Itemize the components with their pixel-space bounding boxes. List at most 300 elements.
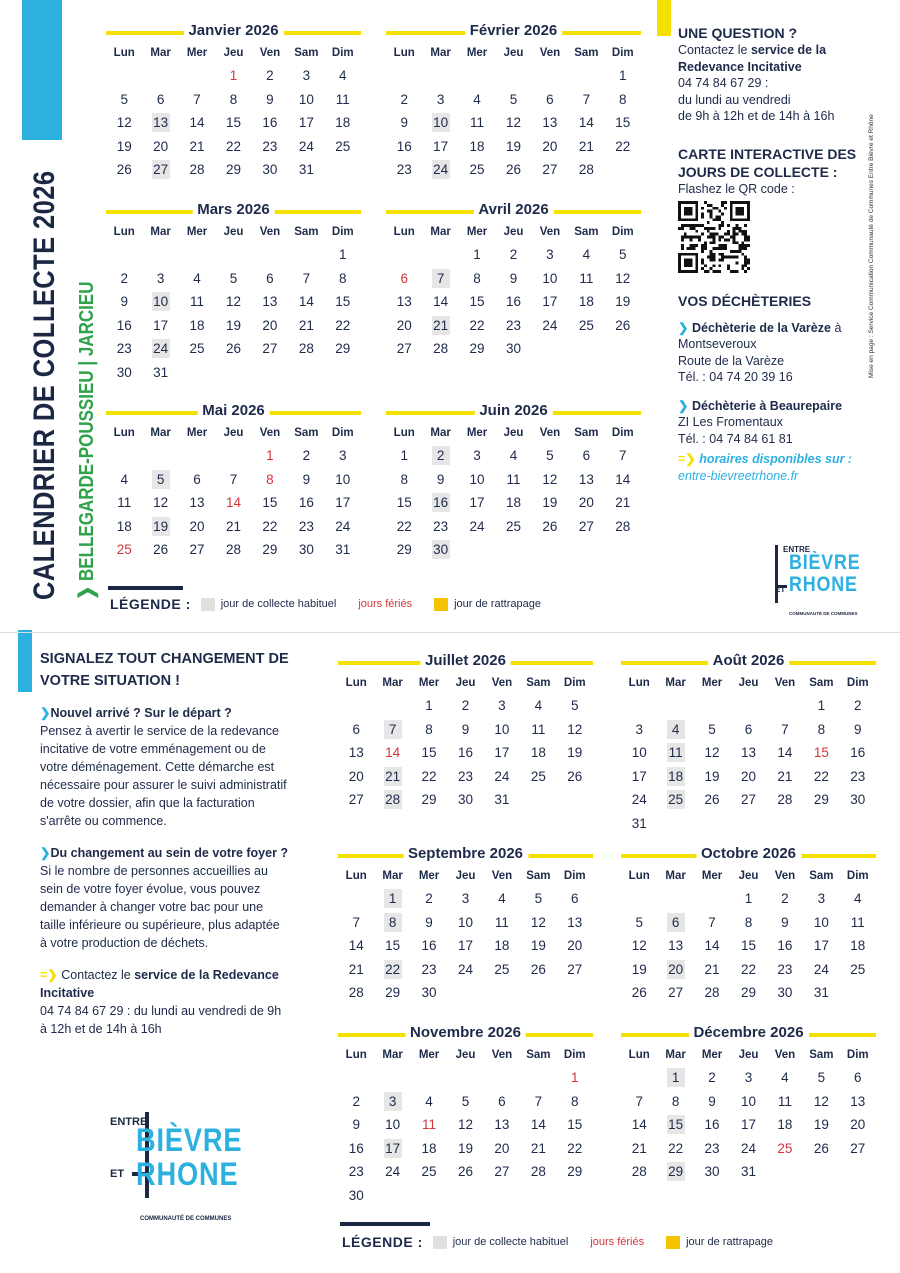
- day-number: 5: [120, 91, 128, 107]
- weekday-header: Sam: [574, 226, 599, 238]
- qr-module: [710, 204, 713, 207]
- weekday-header: Mer: [418, 1049, 440, 1061]
- qr-module: [718, 238, 721, 241]
- month-may: [106, 404, 361, 562]
- qr-module: [695, 236, 698, 239]
- month-header: [338, 654, 593, 672]
- day-cell: [459, 444, 495, 468]
- day-number: 28: [433, 341, 449, 357]
- day-number: 15: [225, 115, 241, 131]
- day-cell: [694, 934, 730, 958]
- day-number: 26: [615, 317, 631, 333]
- day-cell: [142, 88, 178, 112]
- qr-module: [718, 218, 721, 221]
- day-cell: [179, 267, 215, 291]
- qr-module: [738, 227, 741, 230]
- day-cell: [411, 1090, 447, 1114]
- day-cell: [386, 538, 422, 562]
- day-cell: [803, 1113, 839, 1137]
- day-cell: [605, 243, 641, 267]
- page-divider: [0, 632, 900, 633]
- day-cell: [495, 267, 531, 291]
- day-cell: [422, 290, 458, 314]
- day-cell: [338, 741, 374, 765]
- qr-module: [721, 213, 724, 216]
- empty-cell: [422, 243, 458, 267]
- day-cell: [459, 491, 495, 515]
- day-number: 15: [469, 294, 485, 310]
- day-number: 1: [229, 68, 238, 83]
- legend-catchup: jour de rattrapage: [434, 598, 541, 611]
- legend: [110, 596, 563, 612]
- day-cell-holiday: [252, 468, 288, 492]
- day-cell: [840, 958, 876, 982]
- day-number: 21: [615, 495, 631, 511]
- day-number: 9: [352, 1117, 360, 1133]
- day-cell: [459, 111, 495, 135]
- day-cell: [338, 911, 374, 935]
- day-number: 9: [425, 914, 433, 930]
- day-cell: [730, 1113, 766, 1137]
- day-cell-holiday: [557, 1066, 593, 1090]
- day-number: 17: [298, 115, 314, 131]
- day-number: 10: [494, 721, 510, 737]
- qr-module: [695, 224, 698, 227]
- day-number: 21: [777, 768, 793, 784]
- day-cell: [840, 911, 876, 935]
- day-number: 29: [262, 542, 278, 558]
- day-cell: [730, 958, 766, 982]
- legend-holidays: jours fériés: [358, 598, 413, 610]
- dechet-1: ❯ Déchèterie de la Varèze à Montseveroux Route de la Varèze Tél. : 04 74 20 39 16: [678, 320, 842, 384]
- day-cell: [767, 934, 803, 958]
- qr-module: [721, 244, 724, 247]
- day-number: 17: [385, 1140, 401, 1156]
- qr-module: [713, 247, 716, 250]
- weekday-header: Mar: [430, 226, 451, 238]
- day-cell: [459, 158, 495, 182]
- day-cell: [605, 135, 641, 159]
- weekday-header: Lun: [345, 1049, 367, 1061]
- day-cell: [520, 741, 556, 765]
- day-number: 24: [153, 341, 169, 357]
- day-number: 15: [813, 745, 829, 761]
- day-cell: [338, 788, 374, 812]
- empty-cell: [179, 243, 215, 267]
- day-number: 24: [457, 961, 473, 977]
- day-cell: [840, 887, 876, 911]
- qr-module: [701, 247, 704, 250]
- day-number: 15: [335, 294, 351, 310]
- day-number: 27: [542, 162, 558, 178]
- weekday-header: Ven: [539, 427, 561, 439]
- day-number: 14: [631, 1117, 647, 1133]
- day-number: 31: [813, 985, 829, 1001]
- day-cell-holiday: [411, 1113, 447, 1137]
- day-cell: [459, 314, 495, 338]
- qr-module: [690, 236, 693, 239]
- day-number: 30: [348, 1187, 364, 1203]
- day-cell: [459, 515, 495, 539]
- day-number: 20: [262, 317, 278, 333]
- weekday-header: Mar: [665, 677, 686, 689]
- day-number: 25: [505, 518, 521, 534]
- day-number: 14: [704, 938, 720, 954]
- day-number: 10: [740, 1093, 756, 1109]
- month-name: Août 2026: [708, 652, 790, 669]
- qr-module: [715, 233, 718, 236]
- day-cell: [484, 1113, 520, 1137]
- day-number: 4: [473, 91, 481, 107]
- day-cell: [520, 765, 556, 789]
- day-number: 18: [578, 294, 594, 310]
- day-number: 28: [348, 985, 364, 1001]
- qr-module: [681, 238, 684, 241]
- weekday-header: Mar: [382, 677, 403, 689]
- day-number: 30: [505, 341, 521, 357]
- weekday-header: Jeu: [223, 47, 244, 59]
- day-cell: [557, 934, 593, 958]
- weekday-header: Dim: [846, 677, 869, 689]
- empty-cell: [767, 694, 803, 718]
- day-cell: [605, 267, 641, 291]
- qr-module: [704, 247, 707, 250]
- day-cell: [447, 887, 483, 911]
- month-november: [338, 1026, 593, 1208]
- empty-cell: [215, 444, 251, 468]
- question-hours-2: de 9h à 12h et de 14h à 16h: [678, 109, 835, 123]
- qr-module: [701, 261, 704, 264]
- day-cell: [803, 718, 839, 742]
- day-cell: [568, 135, 604, 159]
- day-cell: [532, 515, 568, 539]
- day-cell-holiday: [374, 741, 410, 765]
- day-number: 13: [494, 1117, 510, 1133]
- day-number: 9: [854, 721, 862, 737]
- qr-module: [733, 236, 736, 239]
- month-december: [621, 1026, 876, 1184]
- day-cell: [557, 958, 593, 982]
- day-cell: [325, 444, 361, 468]
- qr-module: [701, 259, 704, 262]
- month-grid: [338, 1044, 593, 1208]
- day-cell: [484, 1137, 520, 1161]
- website-link[interactable]: entre-bievreetrhone.fr: [678, 468, 799, 483]
- day-number: 13: [153, 115, 169, 131]
- day-cell: [106, 468, 142, 492]
- day-cell: [803, 887, 839, 911]
- day-number: 27: [494, 1164, 510, 1180]
- day-number: 19: [542, 495, 558, 511]
- qr-module: [690, 247, 693, 250]
- day-cell: [411, 694, 447, 718]
- day-number: 26: [225, 341, 241, 357]
- qr-module: [724, 233, 727, 236]
- weekday-header: Jeu: [738, 1049, 759, 1061]
- weekday-header: Dim: [611, 47, 634, 59]
- qr-module: [718, 236, 721, 239]
- day-number: 15: [615, 115, 631, 131]
- change-p1: ❯Nouvel arrivé ? Sur le départ ? Pensez à avertir le service de la redevance incitative de votre emménagement ou de votre déménagement. Cette démarche est nécessaire pour assurer le suivi administratif de votre dossier, afin que la facturation s'arrête ou commence.: [40, 706, 287, 828]
- day-number: 16: [421, 938, 437, 954]
- day-number: 29: [385, 985, 401, 1001]
- day-number: 3: [436, 91, 445, 107]
- day-cell: [288, 538, 324, 562]
- day-number: 9: [461, 721, 470, 737]
- day-number: 14: [225, 495, 241, 511]
- qr-module: [704, 244, 707, 247]
- day-cell: [386, 88, 422, 112]
- qr-module: [741, 241, 744, 244]
- day-number: 30: [704, 1164, 720, 1180]
- day-number: 25: [530, 768, 546, 784]
- qr-module: [713, 236, 716, 239]
- day-cell: [179, 314, 215, 338]
- weekday-header: Mer: [418, 870, 440, 882]
- day-cell: [288, 290, 324, 314]
- decor-cyan-bar: [22, 0, 62, 140]
- day-number: 21: [704, 961, 720, 977]
- qr-module: [727, 224, 730, 227]
- day-number: 24: [385, 1164, 401, 1180]
- day-number: 7: [534, 1093, 543, 1109]
- empty-cell: [459, 64, 495, 88]
- day-number: 3: [461, 891, 470, 906]
- month-grid: [106, 221, 361, 385]
- day-number: 19: [530, 938, 546, 954]
- day-cell: [215, 135, 251, 159]
- day-cell: [621, 1113, 657, 1137]
- day-cell: [411, 911, 447, 935]
- day-cell: [495, 290, 531, 314]
- qr-module: [704, 241, 707, 244]
- day-cell: [840, 694, 876, 718]
- day-cell: [730, 718, 766, 742]
- month-february: [386, 24, 641, 182]
- day-cell: [386, 111, 422, 135]
- qr-module: [681, 244, 684, 247]
- day-cell: [179, 135, 215, 159]
- day-cell: [532, 468, 568, 492]
- day-cell: [621, 1090, 657, 1114]
- qr-module: [727, 267, 730, 270]
- day-number: 27: [189, 542, 205, 558]
- day-cell: [215, 515, 251, 539]
- day-cell-collect: [422, 538, 458, 562]
- day-number: 16: [505, 294, 521, 310]
- day-number: 31: [153, 364, 169, 380]
- day-cell: [447, 958, 483, 982]
- day-cell: [803, 934, 839, 958]
- day-number: 25: [116, 542, 132, 558]
- day-cell: [252, 88, 288, 112]
- qr-module: [695, 244, 698, 247]
- day-number: 19: [567, 745, 583, 761]
- empty-cell: [338, 1066, 374, 1090]
- day-number: 15: [567, 1117, 583, 1133]
- qr-module: [724, 201, 727, 204]
- weekday-header: Mer: [186, 427, 208, 439]
- day-cell: [215, 337, 251, 361]
- empty-cell: [386, 64, 422, 88]
- day-cell: [840, 1066, 876, 1090]
- day-cell: [694, 1160, 730, 1184]
- day-number: 9: [266, 91, 274, 107]
- day-cell: [386, 314, 422, 338]
- day-number: 4: [193, 270, 201, 286]
- day-number: 16: [262, 115, 278, 131]
- day-number: 16: [348, 1140, 364, 1156]
- day-number: 14: [385, 745, 401, 761]
- day-cell: [325, 243, 361, 267]
- day-number: 17: [433, 138, 449, 154]
- month-october: [621, 847, 876, 1005]
- day-number: 28: [777, 792, 793, 808]
- day-cell-holiday: [215, 491, 251, 515]
- day-number: 13: [578, 471, 594, 487]
- day-cell: [374, 1113, 410, 1137]
- qr-module: [684, 207, 693, 216]
- day-cell: [215, 111, 251, 135]
- day-number: 26: [542, 518, 558, 534]
- day-cell: [179, 337, 215, 361]
- day-number: 14: [189, 115, 205, 131]
- day-number: 26: [457, 1164, 473, 1180]
- day-number: 11: [777, 1093, 792, 1109]
- day-number: 20: [396, 317, 412, 333]
- qr-module: [718, 227, 721, 230]
- qr-module: [747, 238, 750, 241]
- qr-module: [741, 230, 744, 233]
- day-cell: [459, 290, 495, 314]
- day-cell: [215, 290, 251, 314]
- day-number: 13: [262, 294, 278, 310]
- qr-module: [710, 241, 713, 244]
- qr-module: [710, 253, 713, 256]
- weekday-header: Jeu: [455, 870, 476, 882]
- day-cell: [215, 538, 251, 562]
- qr-module: [733, 227, 736, 230]
- day-number: 15: [421, 745, 437, 761]
- day-cell: [694, 911, 730, 935]
- month-august: [621, 654, 876, 836]
- day-number: 31: [335, 542, 351, 558]
- day-number: 7: [302, 270, 311, 286]
- day-cell-collect: [657, 1113, 693, 1137]
- qr-module: [738, 247, 741, 250]
- day-number: 22: [567, 1140, 583, 1156]
- day-number: 20: [542, 138, 558, 154]
- day-cell: [557, 887, 593, 911]
- qr-module: [713, 270, 716, 273]
- day-cell: [106, 135, 142, 159]
- day-number: 10: [298, 91, 314, 107]
- day-cell: [338, 1090, 374, 1114]
- day-number: 15: [262, 495, 278, 511]
- day-cell: [386, 444, 422, 468]
- day-number: 17: [335, 495, 351, 511]
- qr-module: [741, 253, 744, 256]
- weekday-header: Mer: [418, 677, 440, 689]
- day-cell: [325, 314, 361, 338]
- day-number: 23: [116, 341, 132, 357]
- day-cell: [495, 337, 531, 361]
- day-number: 28: [530, 1164, 546, 1180]
- chevron-right-icon: ❯: [40, 706, 51, 720]
- day-number: 4: [425, 1093, 433, 1109]
- weekday-header: Ven: [774, 1049, 796, 1061]
- day-number: 12: [567, 721, 583, 737]
- day-number: 1: [667, 1068, 685, 1087]
- day-number: 24: [433, 162, 449, 178]
- day-cell: [520, 911, 556, 935]
- qr-module: [736, 270, 739, 273]
- day-cell: [694, 1113, 730, 1137]
- day-cell-holiday: [767, 1137, 803, 1161]
- qr-module: [733, 230, 736, 233]
- day-number: 29: [740, 985, 756, 1001]
- day-cell: [411, 934, 447, 958]
- weekday-header: Mer: [186, 226, 208, 238]
- month-name: Novembre 2026: [405, 1024, 526, 1041]
- chevron-right-icon: ❯: [678, 320, 689, 335]
- day-cell: [621, 812, 657, 836]
- day-cell: [288, 491, 324, 515]
- qr-module: [692, 227, 695, 230]
- legend-collect: jour de collecte habituel: [201, 598, 337, 611]
- day-cell: [840, 741, 876, 765]
- day-number: 19: [615, 294, 631, 310]
- weekday-header: Lun: [113, 427, 135, 439]
- weekday-header: Mar: [150, 226, 171, 238]
- qr-module: [724, 207, 727, 210]
- month-header: [106, 404, 361, 422]
- weekday-header: Mar: [665, 1049, 686, 1061]
- day-cell: [106, 314, 142, 338]
- day-number: 3: [635, 721, 643, 737]
- day-cell-collect: [657, 911, 693, 935]
- day-number: 27: [740, 792, 756, 808]
- day-number: 11: [579, 270, 594, 286]
- qr-module: [681, 224, 684, 227]
- day-cell-collect: [422, 444, 458, 468]
- day-cell: [605, 111, 641, 135]
- weekday-header: Jeu: [455, 1049, 476, 1061]
- day-number: 23: [433, 518, 449, 534]
- qr-module: [730, 236, 733, 239]
- day-number: 16: [850, 745, 866, 761]
- day-cell-holiday: [803, 741, 839, 765]
- day-cell-collect: [422, 158, 458, 182]
- day-number: 1: [473, 247, 481, 262]
- day-cell: [621, 981, 657, 1005]
- day-cell: [288, 64, 324, 88]
- qr-module: [736, 233, 739, 236]
- day-cell: [557, 1137, 593, 1161]
- day-number: 29: [567, 1164, 583, 1180]
- qr-code-icon[interactable]: [678, 201, 750, 273]
- qr-module: [738, 250, 741, 253]
- day-cell-holiday: [106, 538, 142, 562]
- empty-cell: [374, 1066, 410, 1090]
- day-cell: [142, 361, 178, 385]
- chevron-right-icon: ❯: [678, 398, 689, 413]
- day-cell: [495, 135, 531, 159]
- qr-module: [744, 238, 747, 241]
- qr-module: [690, 244, 693, 247]
- decor-yellow-bar: [657, 0, 671, 36]
- logo-bottom: ENTRE BIÈVRE ET RHONE COMMUNAUTÉ DE COMMUNES: [110, 1112, 250, 1227]
